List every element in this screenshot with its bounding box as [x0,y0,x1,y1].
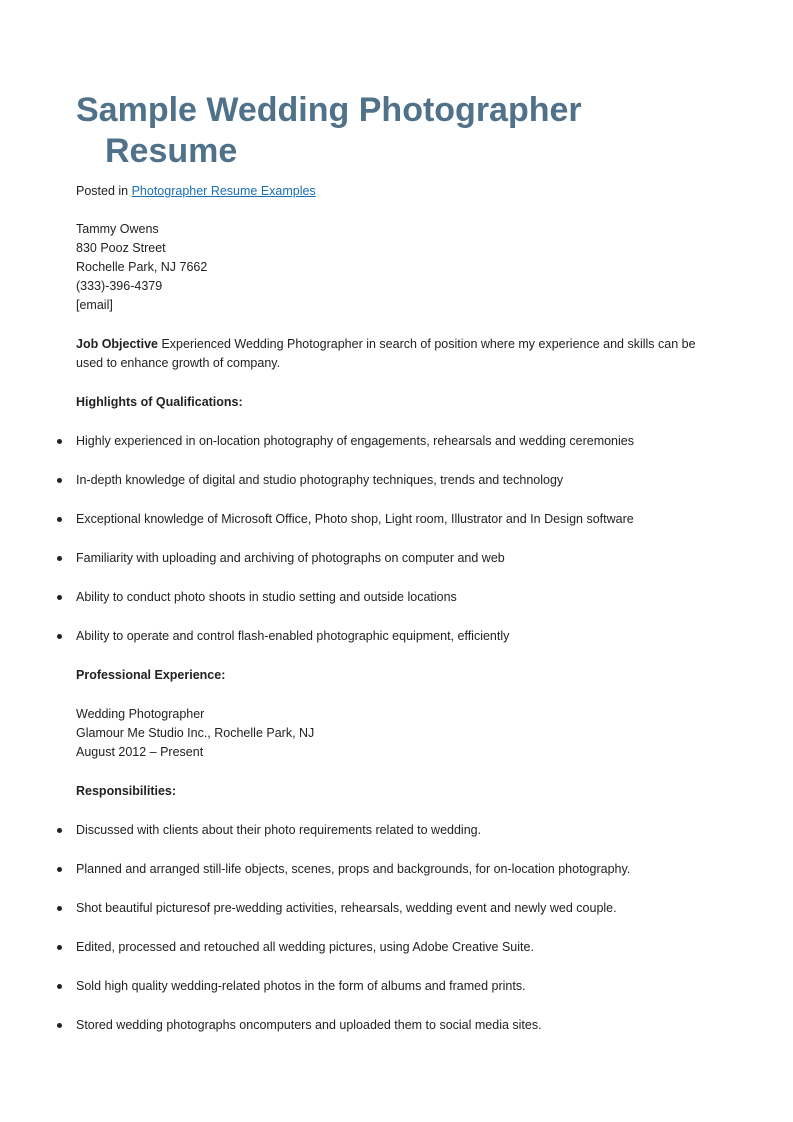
bullet-icon [57,556,62,561]
bullet-icon [57,595,62,600]
bullet-icon [57,517,62,522]
job-block [76,705,314,762]
list-item-text: Ability to conduct photo shoots in studio setting and outside locations [76,590,457,604]
title-line-2: Resume [105,132,238,170]
list-item-text: Discussed with clients about their photo requirements related to wedding. [76,823,482,837]
page-title [76,90,582,172]
job-title: Wedding Photographer [76,707,205,721]
bullet-icon [57,945,62,950]
list-item-text: Planned and arranged still-life objects, scenes, props and backgrounds, for on-location photography. [76,862,631,876]
bullet-icon [57,828,62,833]
experience-heading: Professional Experience: [76,668,226,682]
contact-city: Rochelle Park, NJ 7662 [76,260,208,274]
list-item-text: Edited, processed and retouched all wedding pictures, using Adobe Creative Suite. [76,940,534,954]
highlights-heading: Highlights of Qualifications: [76,395,243,409]
bullet-icon [57,906,62,911]
responsibilities-heading: Responsibilities: [76,784,177,798]
posted-prefix: Posted in [76,184,132,198]
list-item-text: Highly experienced in on-location photography of engagements, rehearsals and wedding ceremonies [76,434,634,448]
contact-block [76,220,207,315]
list-item-text: Familiarity with uploading and archiving of photographs on computer and web [76,551,505,565]
job-dates: August 2012 – Present [76,745,204,759]
job-objective [76,335,716,373]
bullet-icon [57,439,62,444]
contact-email: [email] [76,298,113,312]
title-line-1: Sample Wedding Photographer [76,91,582,129]
objective-text: Experienced Wedding Photographer in search of position where my experience and skills can be used to enhance growth of company. [76,337,696,370]
posted-in [76,182,316,201]
bullet-icon [57,867,62,872]
contact-phone: (333)-396-4379 [76,279,163,293]
list-item-text: Ability to operate and control flash-enabled photographic equipment, efficiently [76,629,510,643]
list-item-text: Sold high quality wedding-related photos in the form of albums and framed prints. [76,979,526,993]
contact-street: 830 Pooz Street [76,241,166,255]
bullet-icon [57,634,62,639]
bullet-icon [57,1023,62,1028]
contact-name: Tammy Owens [76,222,159,236]
category-link[interactable]: Photographer Resume Examples [131,184,316,198]
bullet-icon [57,984,62,989]
objective-label: Job Objective [76,337,158,351]
list-item-text: In-depth knowledge of digital and studio photography techniques, trends and technology [76,473,564,487]
job-company: Glamour Me Studio Inc., Rochelle Park, NJ [76,726,315,740]
list-item-text: Stored wedding photographs oncomputers and uploaded them to social media sites. [76,1018,542,1032]
list-item-text: Shot beautiful picturesof pre-wedding activities, rehearsals, wedding event and newly wed couple. [76,901,617,915]
bullet-icon [57,478,62,483]
list-item-text: Exceptional knowledge of Microsoft Office, Photo shop, Light room, Illustrator and In Design software [76,512,634,526]
